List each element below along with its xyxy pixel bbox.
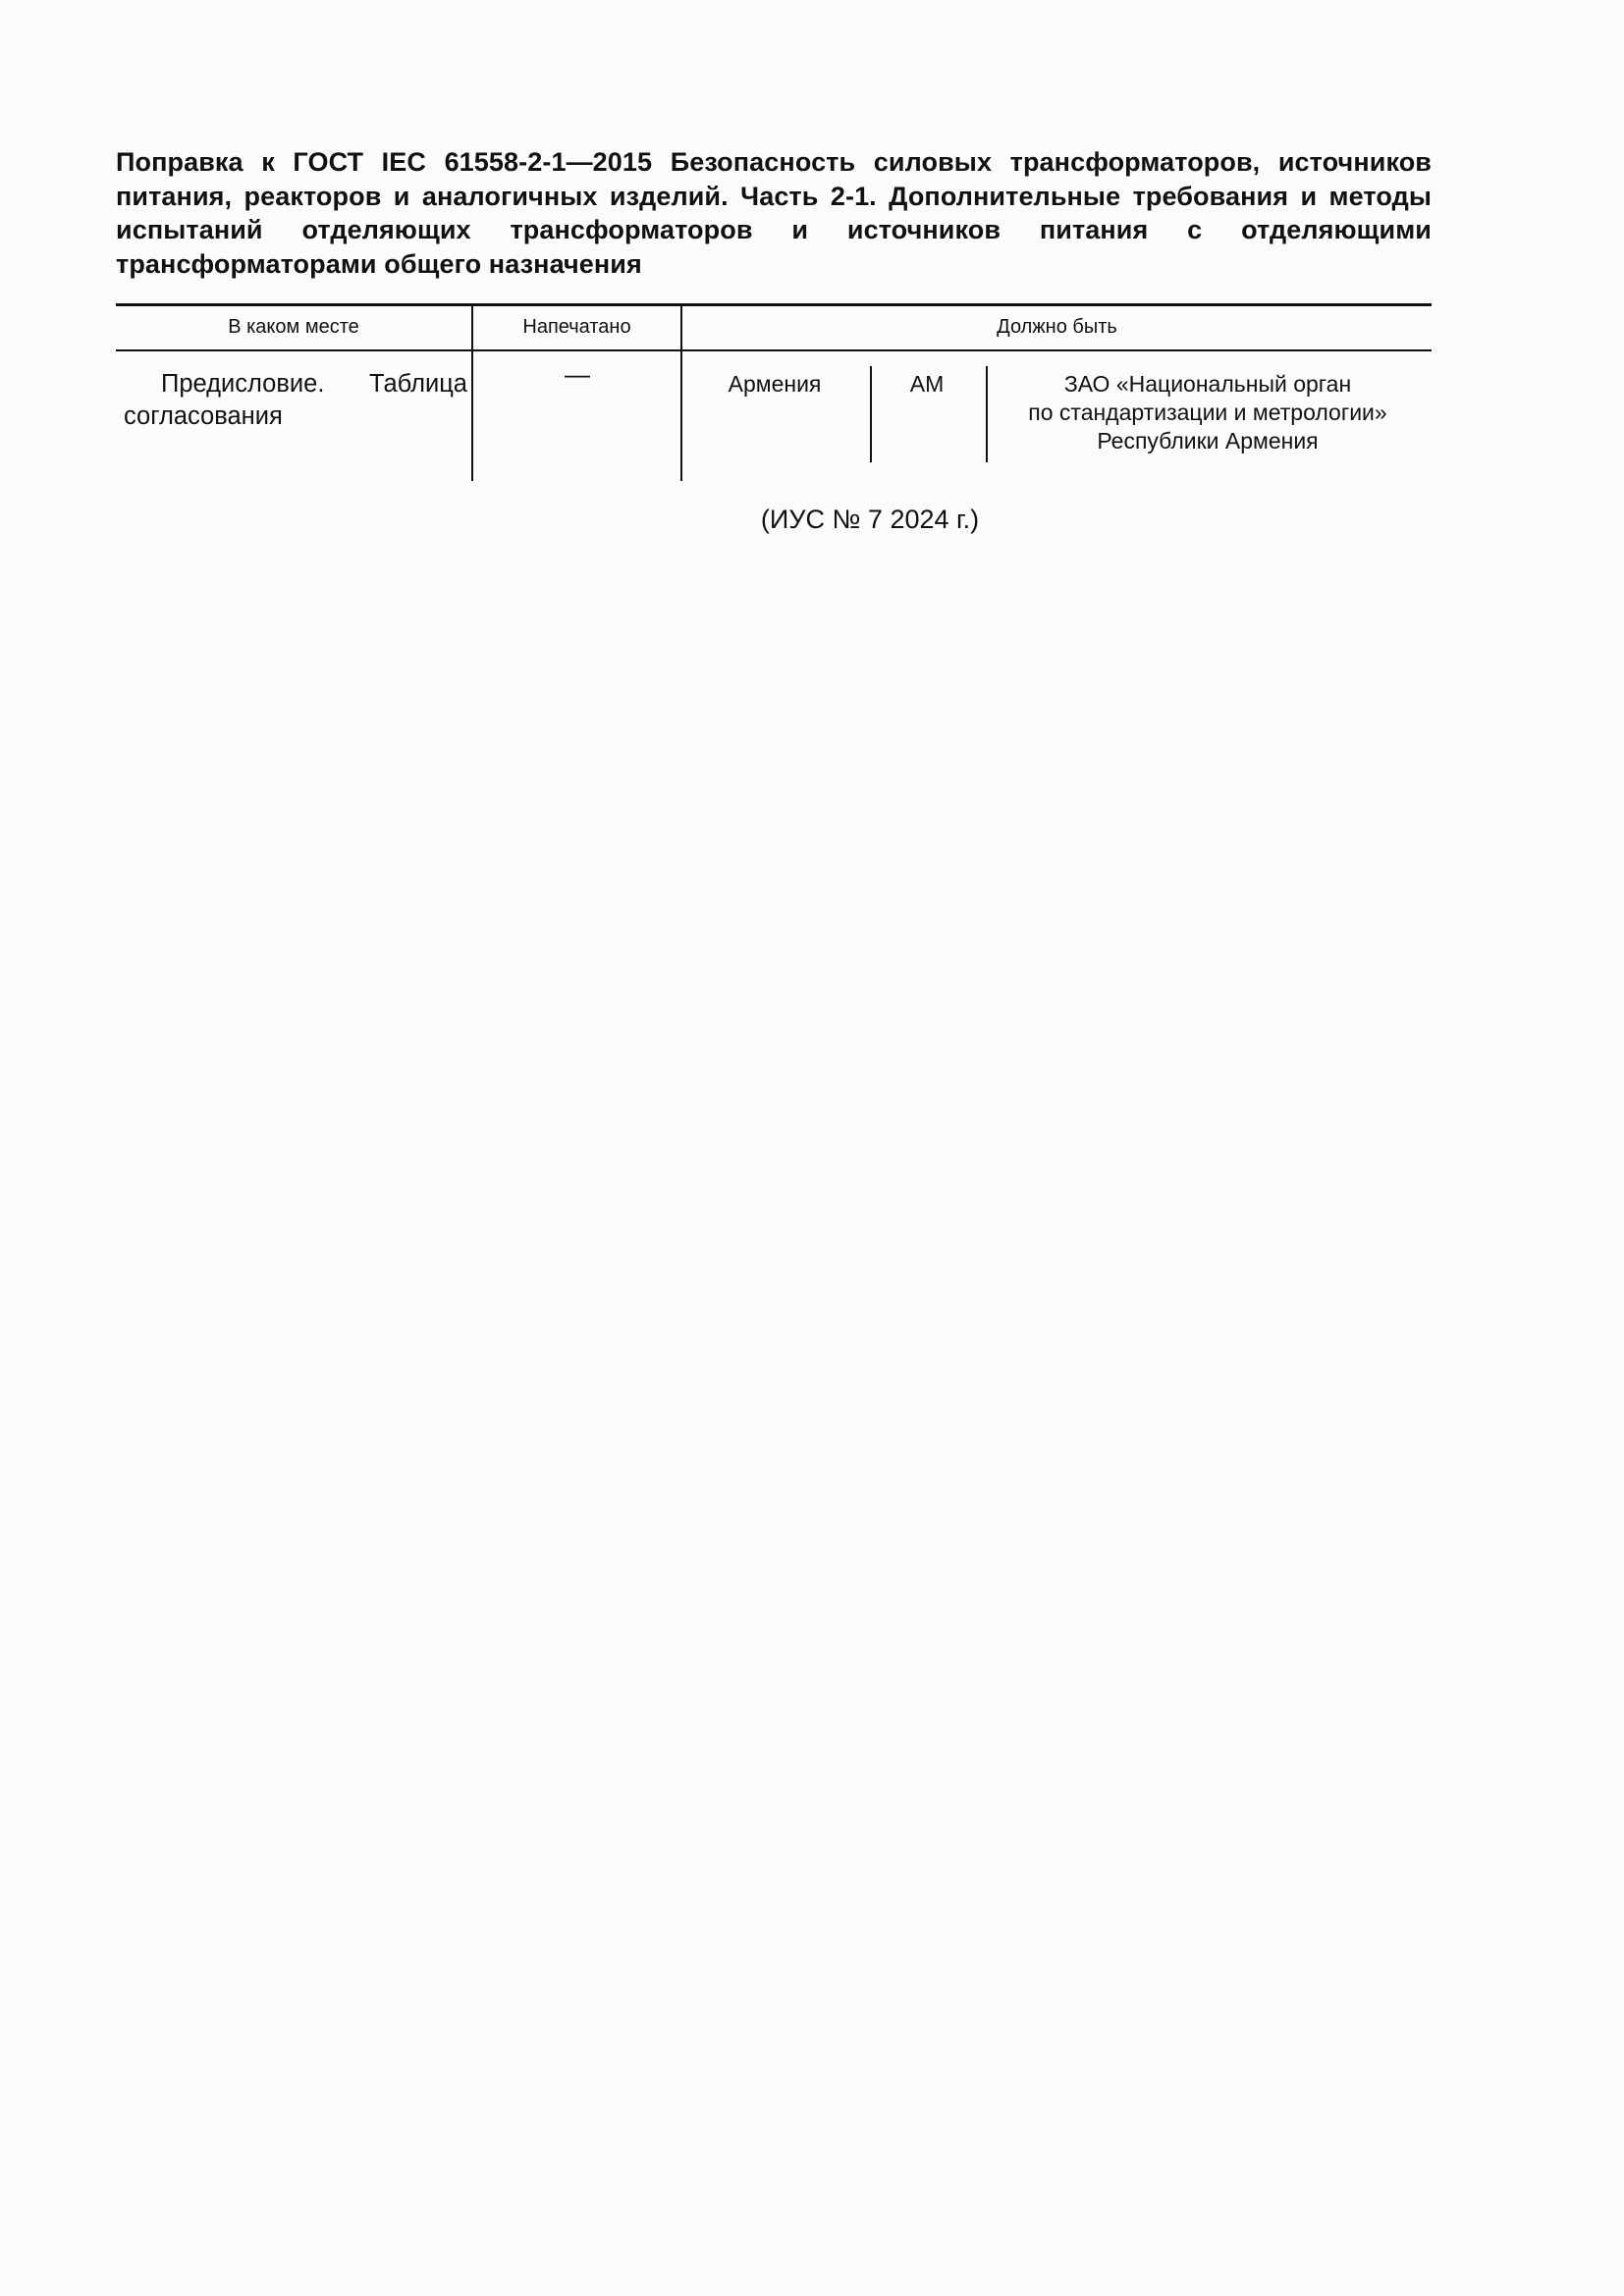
place-text: Предисловие. Таблица согласования <box>124 370 467 430</box>
table-row-organization <box>984 370 1432 455</box>
document-page <box>116 145 1432 534</box>
header-printed: Напечатано <box>522 316 631 338</box>
organization-line-1: ЗАО «Национальный орган <box>1063 371 1352 397</box>
publication-reference: (ИУС № 7 2024 г.) <box>760 505 980 534</box>
table-row-country-code: АМ <box>909 371 945 397</box>
organization-line-3: Республики Армения <box>1097 428 1319 454</box>
corrections-table <box>116 303 1432 481</box>
table-top-rule <box>116 303 1432 306</box>
table-header-rule <box>116 349 1432 351</box>
table-row-place <box>124 368 467 433</box>
organization-line-2: по стандартизации и метрологии» <box>1028 400 1387 425</box>
table-row-printed: — <box>565 359 590 389</box>
table-row-country: Армения <box>728 371 822 397</box>
header-place: В каком месте <box>228 316 359 338</box>
header-should-be: Должно быть <box>997 316 1117 338</box>
document-title: Поправка к ГОСТ IEC 61558-2-1—2015 Безопасность силовых трансформаторов, источников питания, реакторов и аналогичных изделий. Часть 2-1. Дополнительные требования и методы испытаний отделяющих трансформаторов и источников питания с отделяющими трансформаторами общего назначения <box>116 147 1432 279</box>
